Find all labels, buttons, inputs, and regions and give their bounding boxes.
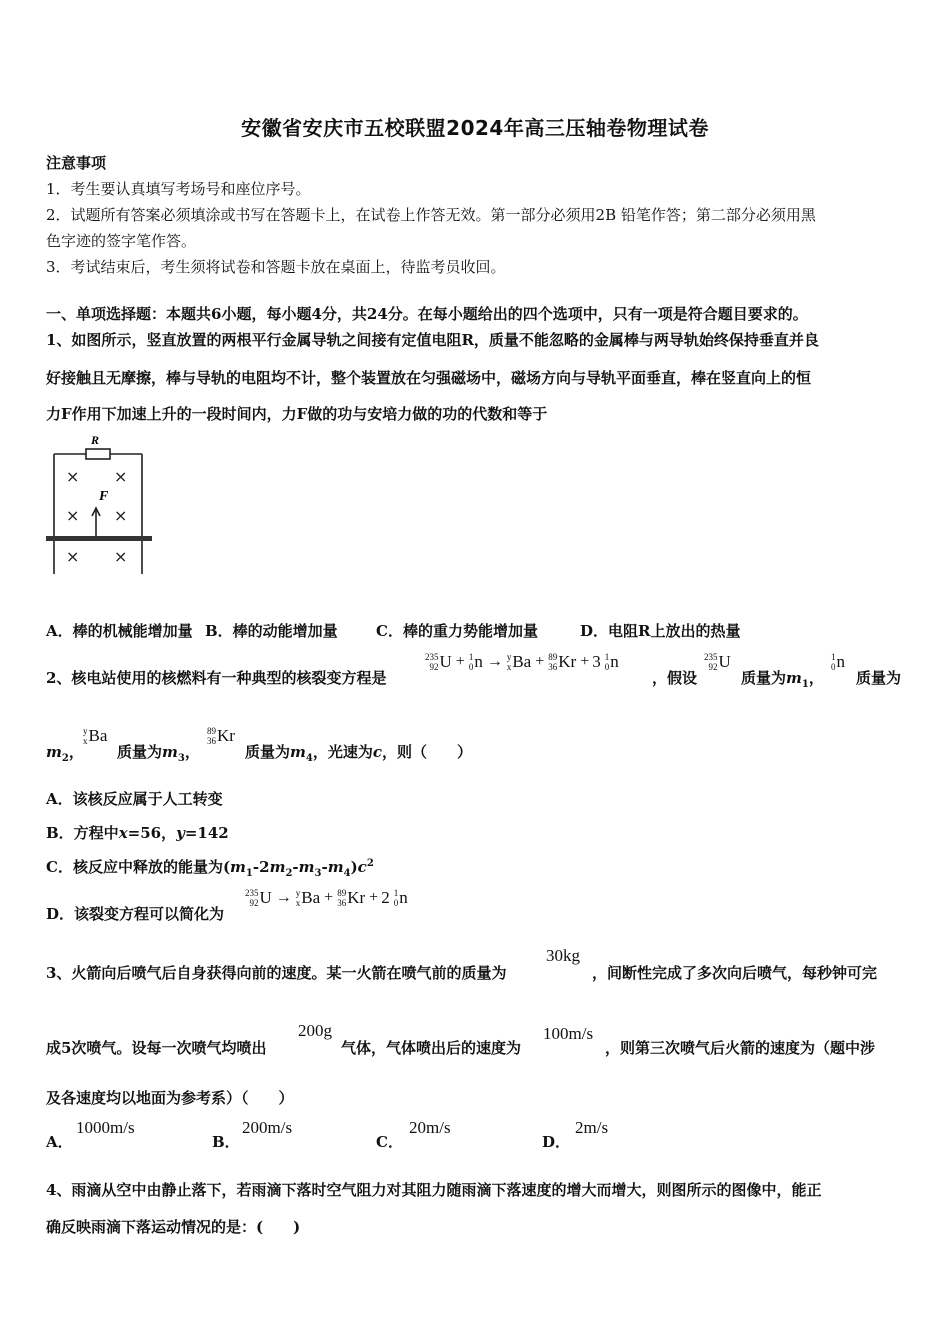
q2-mass-is: 质量为 [856,669,902,687]
q1-line-2: 好接触且无摩擦，棒与导轨的电阻均不计，整个装置放在匀强磁场中，磁场方向与导轨平面垂直，棒在竖直向上的恒 [46,369,812,387]
field-mark: × [66,547,80,566]
section-heading: 一、单项选择题：本题共6小题，每小题4分，共24分。在每小题给出的四个选项中，只有一项是符合题目要求的。 [46,305,808,323]
field-mark: × [114,547,128,566]
q2-prefix: 2、核电站使用的核燃料有一种典型的核裂变方程是 [46,669,387,687]
q1-option-d: D．电阻R上放出的热量 [580,622,741,640]
barium-nuclide: y x Ba [506,652,532,672]
field-mark: × [66,506,80,525]
notice-item-2: 2．试题所有答案必须填涂或书写在答题卡上，在试卷上作答无效。第一部分必须用2B 铅笔作答；第二部分必须用黑 [46,206,816,224]
q3-line-2a: 成5次喷气。设每一次喷气均喷出 [46,1039,267,1057]
q2-assume: ，假设 [652,669,698,687]
q3-option-b-label: B． [212,1133,240,1151]
force-label: F [99,489,109,504]
exam-title: 安徽省安庆市五校联盟2024年高三压轴卷物理试卷 [241,116,709,140]
q3-option-a-value: 1000m/s [76,1118,135,1137]
neutron-nuclide: 1 0 n [604,652,619,672]
uranium-nuclide: 235 92 U [425,652,452,672]
q2-neutron-ref: 1 0 n [831,652,845,672]
q2-m1-text: 质量为$m_1$， [741,669,824,690]
q2-barium-ref: y x Ba [83,726,108,746]
q3-line-2b: 气体，气体喷出后的速度为 [341,1039,522,1057]
krypton-nuclide: 89 36 Kr [548,652,577,672]
q2-option-d: D．该裂变方程可以简化为 [46,905,225,923]
q2-m3-text: 质量为$m_3$， [117,743,200,764]
q1-option-b: B．棒的动能增加量 [205,622,338,640]
q1-option-c: C．棒的重力势能增加量 [376,622,538,640]
q3-gas-mass: 200g [298,1021,332,1040]
q3-option-a-label: A． [46,1133,73,1151]
q3-option-c-value: 20m/s [409,1118,451,1137]
q3-line-1b: ，间断性完成了多次向后喷气，每秒钟可完 [592,964,878,982]
q3-option-c-label: C． [376,1133,403,1151]
q2-fission-equation: 235 92 U + 1 0 n → y x Ba + 89 36 Kr + 3 1 0 n [425,652,619,672]
notice-heading: 注意事项 [46,154,107,172]
q4-line-2: 确反映雨滴下落运动情况的是：( ) [46,1218,301,1236]
neutron-nuclide: 1 0 n [468,652,483,672]
q2-option-b: B．方程中x=56，y=142 [46,824,229,842]
q2-option-a: A．该核反应属于人工转变 [46,790,223,808]
q3-line-1a: 3、火箭向后喷气后自身获得向前的速度。某一火箭在喷气前的质量为 [46,964,507,982]
notice-item-1: 1．考生要认真填写考场号和座位序号。 [46,180,311,198]
q2-simplified-equation: 235 92 U → y x Ba + 89 36 Kr + 2 1 0 n [245,888,408,908]
q2-m4-text: 质量为$m_4$，光速为c，则（ ） [245,743,473,764]
q2-krypton-ref: 89 36 Kr [207,726,235,746]
notice-item-2-cont: 色字迹的签字笔作答。 [46,232,197,250]
q1-option-a: A．棒的机械能增加量 [46,622,193,640]
q3-line-2c: ，则第三次喷气后火箭的速度为（题中涉 [605,1039,876,1057]
q2-uranium-ref: 235 92 U [704,652,731,672]
q1-line-1: 1、如图所示，竖直放置的两根平行金属导轨之间接有定值电阻R，质量不能忽略的金属棒与两导轨始终保持垂直并良 [46,331,819,349]
metal-rod [46,536,152,541]
field-mark: × [114,467,128,486]
field-mark: × [66,467,80,486]
q4-line-1: 4、雨滴从空中由静止落下，若雨滴下落时空气阻力对其阻力随雨滴下落速度的增大而增大，则图所示的图像中，能正 [46,1181,822,1199]
q3-option-d-value: 2m/s [575,1118,609,1137]
q2-m2-text: $m_2$， [46,743,84,764]
q3-line-3: 及各速度均以地面为参考系）（ ） [46,1089,294,1107]
q3-option-b-value: 200m/s [242,1118,293,1137]
q3-gas-speed: 100m/s [543,1024,594,1043]
field-mark: × [114,506,128,525]
q1-circuit-figure [44,430,154,580]
q3-rocket-mass: 30kg [546,946,580,965]
q1-line-3: 力F作用下加速上升的一段时间内，力F做的功与安培力做的功的代数和等于 [46,405,548,423]
q3-option-d-label: D． [542,1133,571,1151]
q2-option-c: C．核反应中释放的能量为$(m_1-2m_2-m_3-m_4)c^2$ [46,858,374,879]
notice-item-3: 3．考试结束后，考生须将试卷和答题卡放在桌面上，待监考员收回。 [46,258,506,276]
resistor-label: R [91,433,100,447]
